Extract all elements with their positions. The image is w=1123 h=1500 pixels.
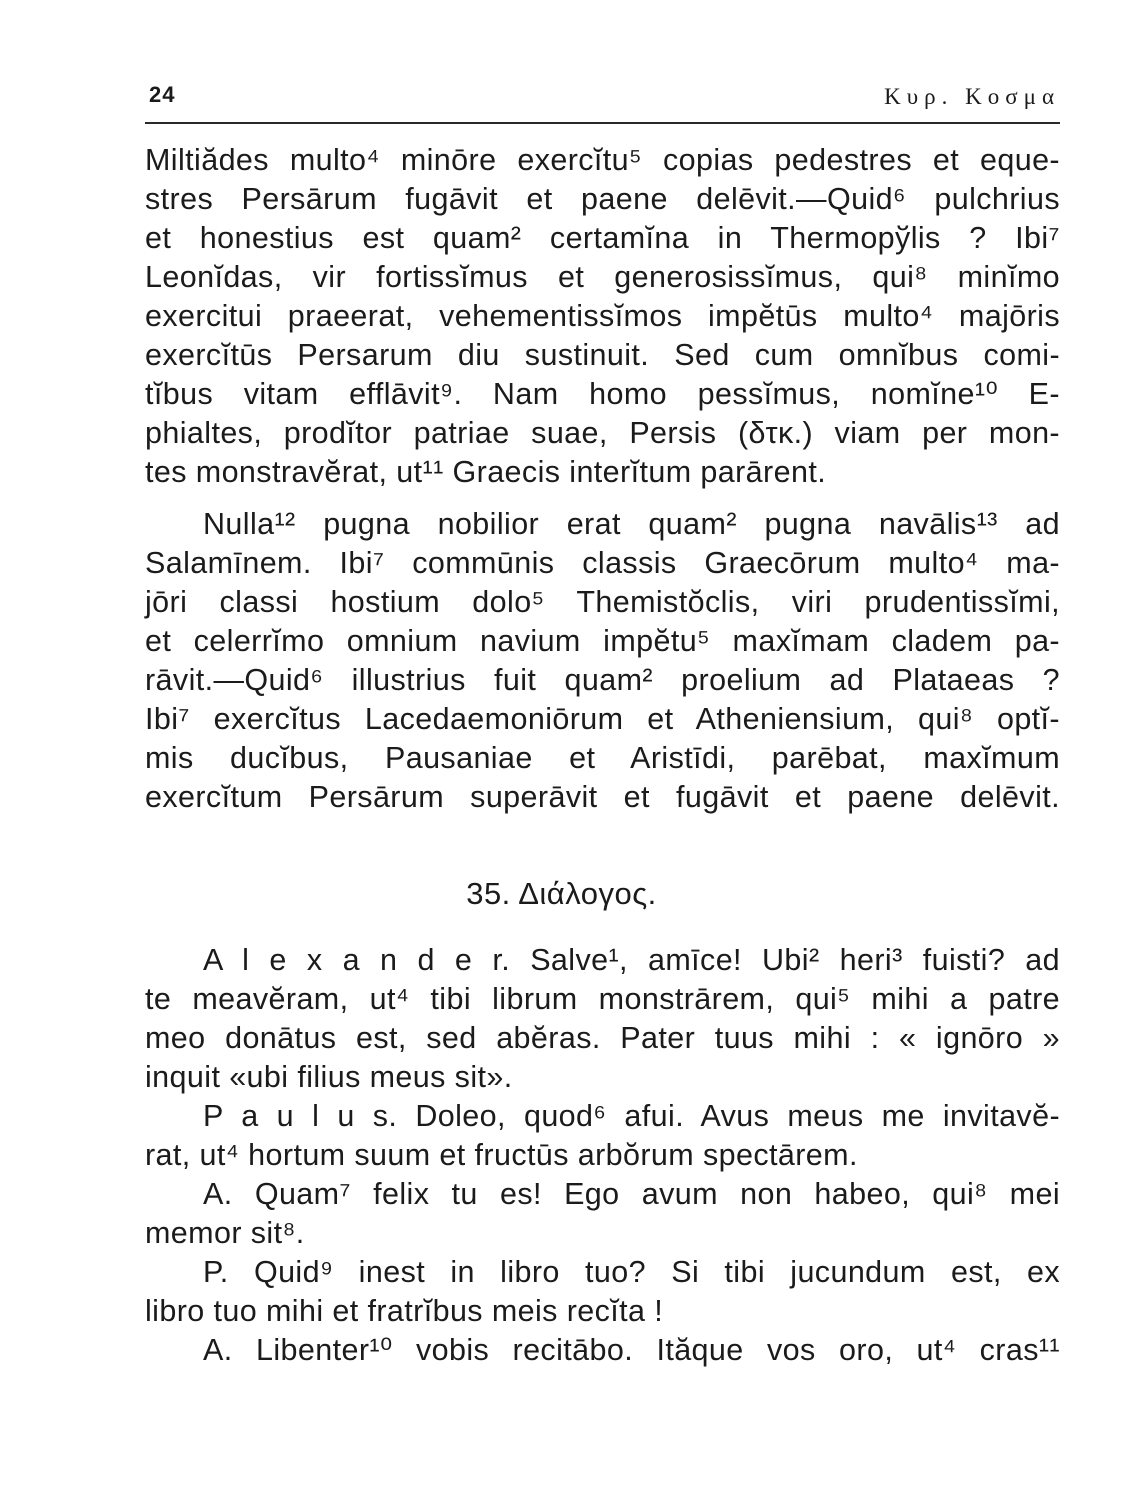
text-line: et honestius est quam² certamĭna in Thermopўlis ? Ibi⁷: [145, 221, 1060, 255]
text-line: jōri classi hostium dolo⁵ Themistŏclis, viri prudentissĭmi,: [145, 585, 1060, 619]
section-title: 35. Διάλογος.: [466, 876, 657, 911]
text-line: Ibi⁷ exercĭtus Lacedaemoniōrum et Atheniensium, qui⁸ optĭ-: [145, 702, 1060, 736]
text-line: Nulla¹² pugna nobilior erat quam² pugna navālis¹³ ad: [203, 507, 1060, 541]
dialogue-line: P a u l u s. Doleo, quod⁶ afui. Avus meus me invitavĕ-: [203, 1099, 1060, 1133]
text-line: exercitui praeerat, vehementissĭmos impĕtūs multo⁴ majōris: [145, 299, 1060, 333]
text-line: Salamīnem. Ibi⁷ commūnis classis Graecōrum multo⁴ ma-: [145, 546, 1060, 580]
dialogue-line: rat, ut⁴ hortum suum et fructūs arbŏrum spectārem.: [145, 1138, 858, 1172]
paragraph-miltiades: [145, 141, 1060, 492]
dialogue-line: A l e x a n d e r. Salve¹, amīce! Ubi² heri³ fuisti? ad: [203, 943, 1060, 977]
text-line: phialtes, prodĭtor patriae suae, Persis (δτκ.) viam per mon-: [145, 416, 1060, 450]
dialogue-line: A. Libenter¹⁰ vobis recitābo. Ităque vos oro, ut⁴ cras¹¹: [203, 1333, 1060, 1367]
text-line: et celerrĭmo omnium navium impĕtu⁵ maxĭmam cladem pa-: [145, 624, 1060, 658]
dialogue-line: A. Quam⁷ felix tu es! Ego avum non habeo, qui⁸ mei: [203, 1177, 1060, 1211]
text-line: mis ducĭbus, Pausaniae et Aristīdi, parēbat, maxĭmum: [145, 741, 1060, 775]
text-line: exercĭtum Persārum superāvit et fugāvit et paene delēvit.: [145, 780, 1060, 814]
text-line: Leonĭdas, vir fortissĭmus et generosissĭmus, qui⁸ minĭmo: [145, 260, 1060, 294]
dialogue-line: te meavĕram, ut⁴ tibi librum monstrārem, qui⁵ mihi a patre: [145, 982, 1060, 1016]
dialogue-line: inquit «ubi filius meus sit».: [145, 1060, 513, 1094]
paragraph-salamis: [145, 505, 1060, 817]
dialogue-line: memor sit⁸.: [145, 1216, 305, 1250]
text-line: tes monstravĕrat, ut¹¹ Graecis interĭtum parārent.: [145, 455, 827, 489]
dialogue-line: P. Quid⁹ inest in libro tuo? Si tibi jucundum est, ex: [203, 1255, 1060, 1289]
running-head: Κυρ. Κοσμα: [884, 84, 1060, 109]
text-line: rāvit.—Quid⁶ illustrius fuit quam² proelium ad Plataeas ?: [145, 663, 1060, 697]
text-line: stres Persārum fugāvit et paene delēvit.—Quid⁶ pulchrius: [145, 182, 1060, 216]
dialogue: [145, 941, 1060, 1370]
text-line: exercĭtūs Persarum diu sustinuit. Sed cum omnĭbus comi-: [145, 338, 1060, 372]
page-number: 24: [149, 82, 176, 107]
text-line: tĭbus vitam efflāvit⁹. Nam homo pessĭmus, nomĭne¹⁰ E-: [145, 377, 1060, 411]
text-line: Miltiădes multo⁴ minōre exercĭtu⁵ copias pedestres et eque-: [145, 143, 1060, 177]
dialogue-line: libro tuo mihi et fratrĭbus meis recĭta !: [145, 1294, 664, 1328]
dialogue-line: meo donātus est, sed abĕras. Pater tuus mihi : « ignōro »: [145, 1021, 1060, 1055]
page-header: [145, 82, 1060, 124]
